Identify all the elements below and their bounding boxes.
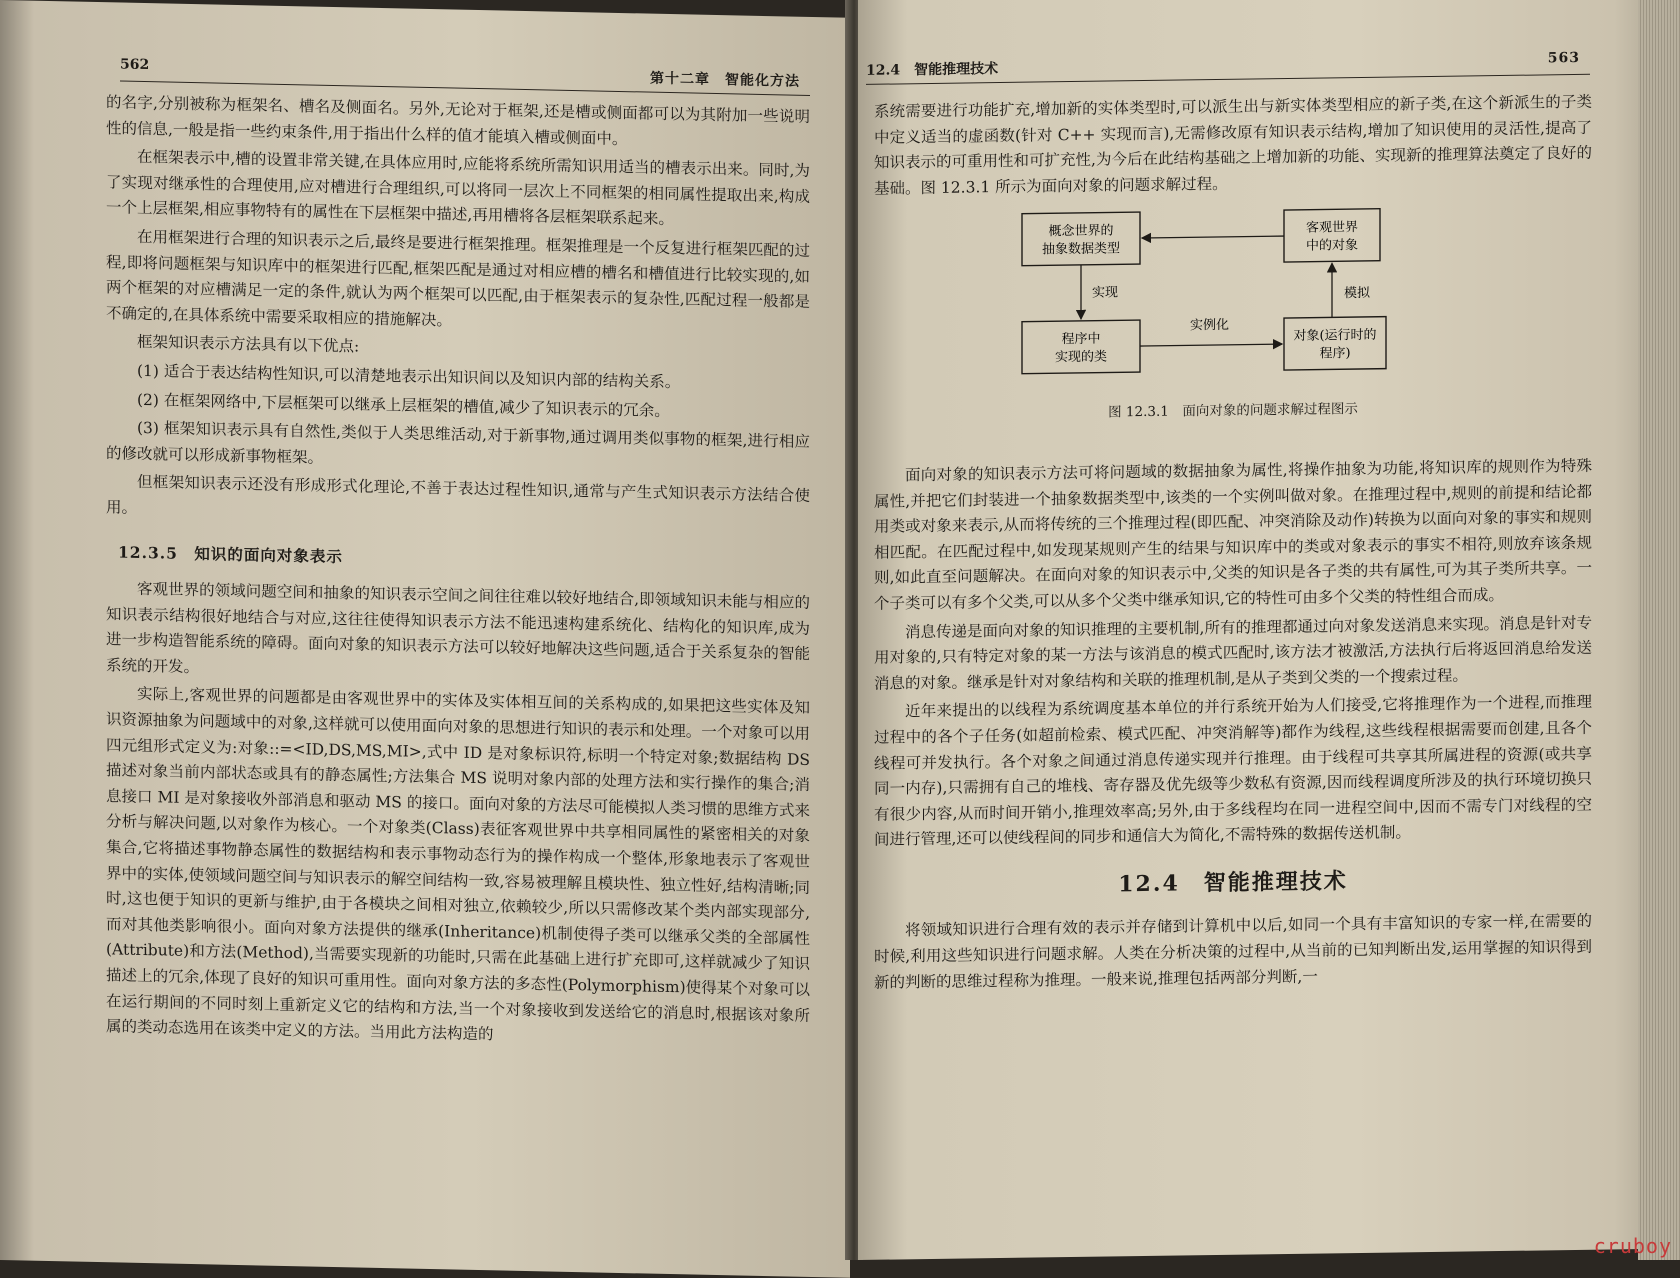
left-page-number: 562	[120, 56, 150, 74]
paragraph: 框架知识表示方法具有以下优点:	[137, 333, 360, 356]
arrow-world-to-abstract	[1142, 236, 1284, 238]
watermark-text: cruboy	[1593, 1234, 1672, 1258]
right-page	[858, 0, 1680, 1260]
edge-label-implement: 实现	[1092, 285, 1119, 302]
arrow-instantiate	[1140, 344, 1282, 346]
left-page-body	[106, 90, 810, 1058]
list-item: (3) 框架知识表示具有自然性,类似于人类思维活动,对于新事物,通过调用类似事物的框架,进行相应的修改就可以形成新事物框架。	[106, 418, 810, 467]
box-class-label-1: 程序中	[1061, 331, 1101, 348]
list-item: (1) 适合于表达结构性知识,可以清楚地表示出知识间以及知识内部的结构关系。	[137, 361, 681, 392]
box-object-label-1: 对象(运行时的	[1293, 328, 1377, 345]
right-running-head	[866, 46, 1590, 85]
paragraph: 近年来提出的以线程为系统调度基本单位的并行系统开始为人们接受,它将推理作为一个进程,而推理过程中的各个子任务(如超前检索、模式匹配、冲突消解等)都作为线程,这些线程根据需要而创建,且各个线程可并发执行。各个对象之间通过消息传递实现并行推理。由于线程可共享其所属进程的资源(或共享同一内存),只需拥有自己的堆栈、寄存器及优先级等少数私有资源,因而线程调度所涉及的执行环境切换只有很少内容,从而时间开销小,推理效率高;另外,由于多线程均在同一进程空间中,因而不需专门对线程的空间进行管理,还可以使线程间的同步和通信大为简化,不需特殊的数据传送机制。	[874, 693, 1592, 850]
paragraph: 在用框架进行合理的知识表示之后,最终是要进行框架推理。框架推理是一个反复进行框架匹配的过程,即将问题框架与知识库中的框架进行匹配,框架匹配是通过对相应槽的槽名和槽值进行比较实现的,如两个框架的对应槽满足一定的条件,就认为两个框架可以匹配,由于框架表示的复杂性,匹配过程一般都是不确定的,在具体系统中需要采取相应的措施解决。	[106, 227, 810, 330]
subsection-title: 12.3.5 知识的面向对象表示	[118, 541, 343, 566]
diagram-canvas	[1012, 197, 1512, 394]
section-title: 12.4 智能推理技术	[1118, 868, 1348, 898]
right-page-number: 563	[1547, 49, 1580, 67]
box-abstract-label-2: 抽象数据类型	[1041, 241, 1121, 258]
right-section-title: 12.4 智能推理技术	[866, 61, 999, 79]
paragraph: 系统需要进行功能扩充,增加新的实体类型时,可以派生出与新实体类型相应的新子类,在这个新派生的子类中定义适当的虚函数(针对 C++ 实现而言),无需修改原有知识表示结构,增加了知识使用的灵活性,提高了知识表示的可重用性和可扩充性,为今后在此结构基础之上增加新的功能、实现新的推理算法奠定了良好的基础。图 12.3.1 所示为面向对象的问题求解过程。	[874, 92, 1592, 198]
page-block-edge	[1638, 0, 1680, 1260]
box-abstract-label-1: 概念世界的	[1048, 223, 1114, 240]
paragraph: 但框架知识表示还没有形成形式化理论,不善于表达过程性知识,通常与产生式知识表示方法结合使用。	[106, 473, 810, 517]
box-object-label-2: 程序)	[1319, 346, 1351, 362]
box-class-label-2: 实现的类	[1054, 349, 1108, 366]
paragraph: 实际上,客观世界的问题都是由客观世界中的实体及实体相互间的关系构成的,如果把这些实体及知识资源抽象为问题域中的对象,这样就可以使用面向对象的思想进行知识的表示和处理。一个对象可以用四元组形式定义为:对象::=<ID,DS,MS,MI>,式中 ID 是对象标识符,标明一个特定对象;数据结构 DS 描述对象当前内部状态或具有的静态属性;方法集合 MS 说明对象内部的处理方法和实行操作的集合;消息接口 MI 是对象接收外部消息和驱动 MS 的接口。面向对象的方法尽可能模拟人类习惯的思维方式来分析与解决问题,以对象作为核心。一个对象类(Class)表征客观世界中共享相同属性的紧密相关的对象集合,它将描述事物静态属性的数据结构和表示事物动态行为的操作构成一个整体,形象地表示了客观世界中的实体,使领域问题空间与知识表示的解空间结构一致,容易被理解且模块性、独立性好,结构清晰;同时,这也便于知识的更新与维护,由于各模块之间相对独立,依赖较少,所以只需修改某个类内部实现部分,而对其他类影响很小。面向对象方法提供的继承(Inheritance)机制使得子类可以继承父类的全部属性(Attribute)和方法(Method),当需要实现新的功能时,只需在此基础上进行扩充即可,这样就减少了知识描述上的冗余,体现了良好的知识可重用性。面向对象方法的多态性(Polymorphism)使得某个对象可以在运行期间的不同时刻上重新定义它的结构和方法,当一个对象接收到发送给它的消息时,根据该对象所属的类动态选用在该类中定义的方法。当用此方法构造的	[106, 685, 810, 1044]
right-page-body	[874, 90, 1592, 999]
paragraph: 的名字,分别被称为框架名、槽名及侧面名。另外,无论对于框架,还是槽或侧面都可以为其附加一些说明性的信息,一般是指一些约束条件,用于指出什么样的值才能填入槽或侧面中。	[106, 93, 810, 148]
paragraph: 消息传递是面向对象的知识推理的主要机制,所有的推理都通过向对象发送消息来实现。消息是针对专用对象的,只有特定对象的某一方法与该消息的模式匹配时,该方法才被激活,方法执行后将返回消息给发送消息的对象。继承是针对对象结构和关联的推理机制,是从子类到父类的一个搜索过程。	[874, 613, 1592, 693]
edge-label-instantiate: 实例化	[1190, 318, 1230, 334]
figure-caption: 图 12.3.1 面向对象的问题求解过程图示	[1108, 401, 1358, 421]
box-world-label-2: 中的对象	[1305, 238, 1359, 255]
paragraph: 将领域知识进行合理有效的表示并存储到计算机中以后,如同一个具有丰富知识的专家一样,在需要的时候,利用这些知识进行问题求解。人类在分析决策的过程中,从当前的已知判断出发,运用掌握的知识得到新的判断的思维过程称为推理。一般来说,推理包括两部分判断,一	[874, 912, 1592, 992]
list-item: (2) 在框架网络中,下层框架可以继承上层框架的槽值,减少了知识表示的冗余。	[137, 390, 670, 420]
paragraph: 在框架表示中,槽的设置非常关键,在具体应用时,应能将系统所需知识用适当的槽表示出来。同时,为了实现对继承性的合理使用,应对槽进行合理组织,可以将同一层次上不同框架的相同属性提取出来,构成一个上层框架,相应事物特有的属性在下层框架中描述,再用槽将各层框架联系起来。	[106, 148, 810, 229]
paragraph: 面向对象的知识表示方法可将问题域的数据抽象为属性,将操作抽象为功能,将知识库的规则作为特殊属性,并把它们封装进一个抽象数据类型中,该类的一个实例叫做对象。在推理过程中,规则的前提和结论都用类或对象来表示,从而将传统的三个推理过程(即匹配、冲突消除及动作)转换为以面向对象的事实和规则相匹配。在匹配过程中,如发现某规则产生的结果与知识库中的类或对象表示的事实不相符,则放弃该条规则,如此直至问题解决。在面向对象的知识表示中,父类的知识是各子类的共有属性,可为其子类所共享。一个子类可以有多个父类,可以从多个父类中继承知识,它的特性可由多个父类的特性组合而成。	[874, 456, 1592, 613]
oo-problem-solving-diagram	[1012, 197, 1512, 394]
paragraph: 客观世界的领域问题空间和抽象的知识表示空间之间往往难以较好地结合,即领域知识未能与相应的知识表示结构很好地结合与对应,这往往使得知识表示方法不能迅速构建系统化、结构化的知识库,成为进一步构造智能系统的障碍。面向对象的知识表示方法可以较好地解决这些问题,适合于关系复杂的智能系统的开发。	[106, 579, 810, 677]
edge-label-simulate: 模拟	[1344, 286, 1371, 302]
left-running-head	[120, 53, 810, 96]
left-chapter-title: 第十二章 智能化方法	[650, 70, 800, 90]
box-world-label-1: 客观世界	[1305, 220, 1359, 237]
